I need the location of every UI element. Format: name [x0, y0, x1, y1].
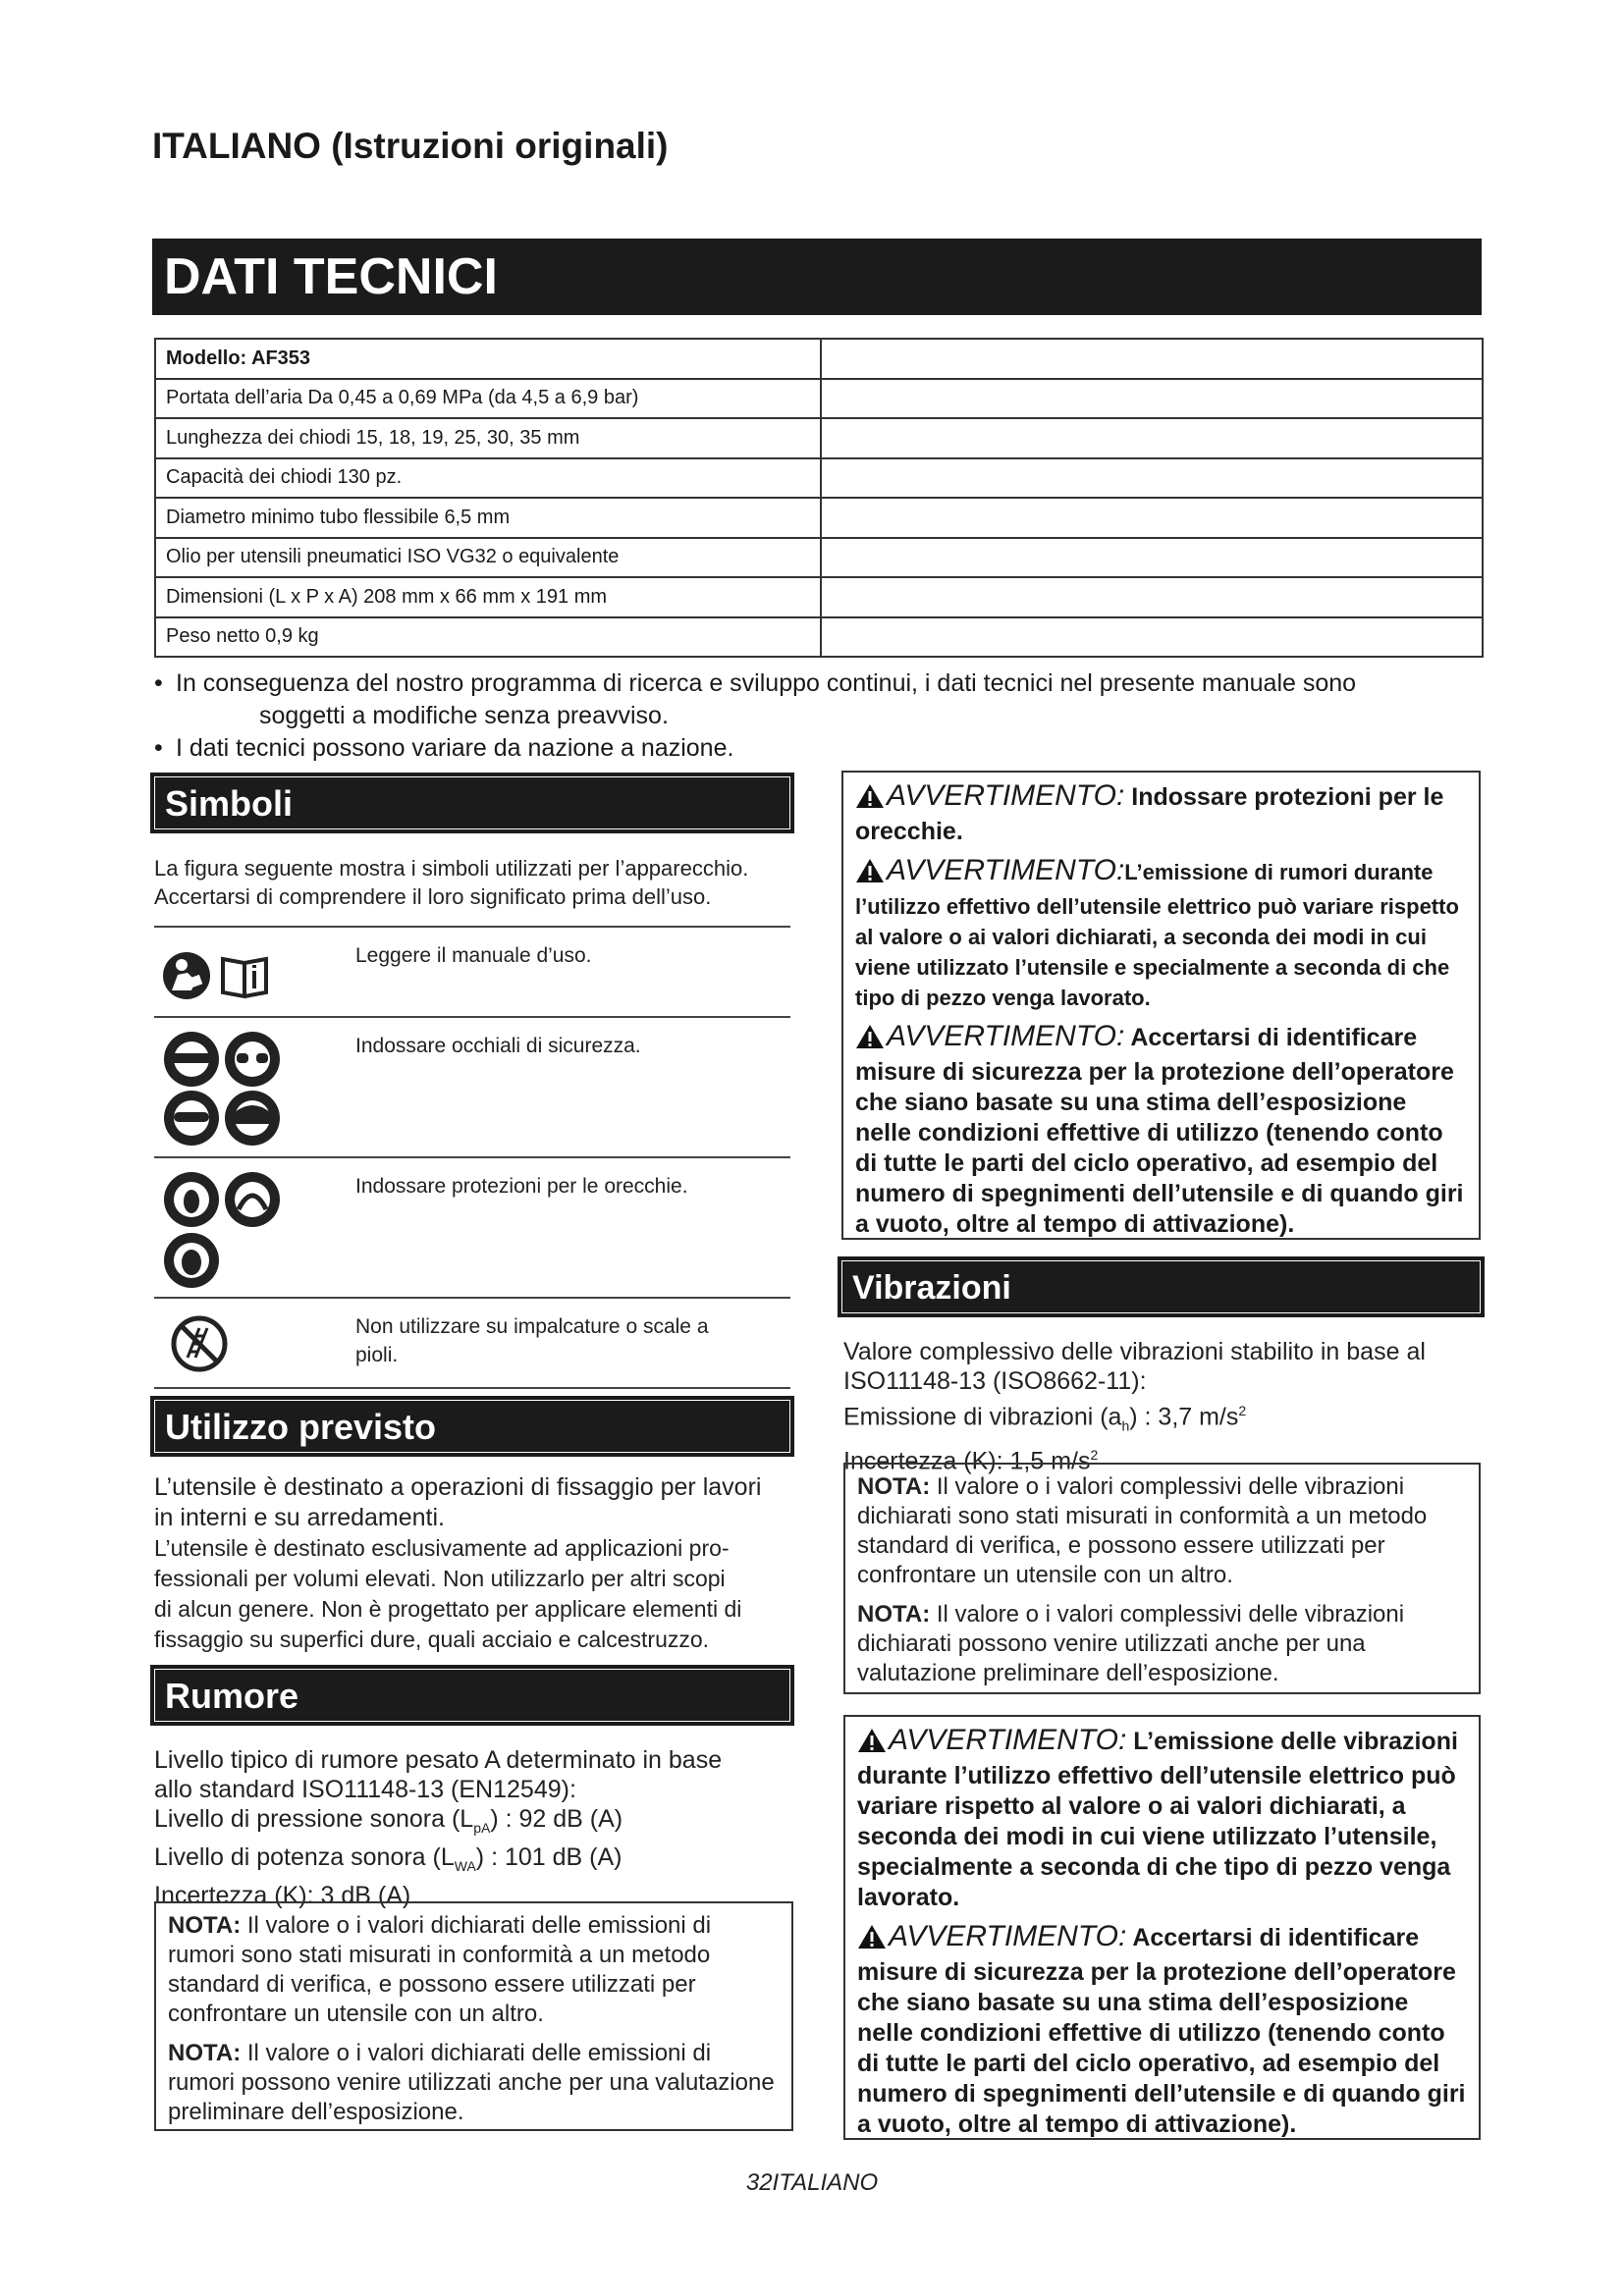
sound-power-line	[154, 1842, 802, 1881]
table-row	[155, 458, 1483, 499]
note-text: soggetti a modifiche senza preavviso.	[259, 702, 669, 729]
simboli-banner: Simboli	[154, 776, 790, 829]
text-line: allo standard ISO11148-13 (EN12549):	[154, 1776, 576, 1803]
warning-heading: AVVERTIMENTO:	[889, 1724, 1127, 1756]
spec-value-cell	[821, 458, 1483, 499]
text-line: ISO11148-13 (ISO8662-11):	[843, 1367, 1147, 1395]
nota-paragraph	[168, 1911, 780, 2029]
simboli-intro	[154, 854, 802, 911]
spec-hose-diameter: Diametro minimo tubo flessibile 6,5 mm	[155, 498, 821, 538]
ear-protection-icon	[162, 1170, 290, 1288]
spec-value-cell	[821, 577, 1483, 617]
spec-oil: Olio per utensili pneumatici ISO VG32 o equivalente	[155, 538, 821, 578]
note-text: I dati tecnici possono variare da nazione a nazione.	[176, 734, 734, 762]
warning-heading: AVVERTIMENTO:	[887, 854, 1125, 886]
vibrazioni-nota-box	[843, 1463, 1481, 1694]
subscript: pA	[473, 1820, 491, 1836]
nota-paragraph	[168, 2039, 780, 2127]
warning-heading: AVVERTIMENTO:	[887, 779, 1125, 812]
vibrazioni-text	[843, 1337, 1491, 1476]
warning-box-vibration	[843, 1715, 1481, 2140]
nota-text: Il valore o i valori dichiarati delle emissioni di rumori sono stati misurati in conformità a un metodo standard di verifica, e possono essere utilizzati per confrontare un utensile con un altro.	[168, 1912, 712, 2027]
text-line: in interni e su arredamenti.	[154, 1504, 445, 1531]
nota-paragraph	[857, 1472, 1467, 1590]
warning-paragraph	[855, 855, 1467, 1013]
spec-value-cell	[821, 538, 1483, 578]
spec-nail-capacity: Capacità dei chiodi 130 pz.	[155, 458, 821, 499]
nota-label: NOTA:	[857, 1473, 931, 1500]
spec-air-pressure: Portata dell’aria Da 0,45 a 0,69 MPa (da 4,5 a 6,9 bar)	[155, 379, 821, 419]
rumore-banner: Rumore	[154, 1669, 790, 1722]
spec-value-cell	[821, 379, 1483, 419]
nota-label: NOTA:	[168, 1912, 242, 1939]
warning-text: Accertarsi di identificare misure di sicurezza per la protezione dell’operatore che siano basate su una stima dell’esposizione nelle condizioni effettive di utilizzo (tenendo conto di tutte le parti del ciclo operativo, ad esempio del numero di spegnimenti dell’utensile e di quando giri a vuoto, oltre al tempo di attivazione).	[857, 1924, 1466, 2138]
symbol-row	[154, 1016, 790, 1156]
warning-text: L’emissione delle vibrazioni durante l’utilizzo effettivo dell’utensile elettrico può variare rispetto al valore o ai valori dichiarati, a seconda dei modi in cui viene utilizzato l’utensile, specialmente a seconda di che tipo di pezzo venga lavorato.	[857, 1728, 1458, 1911]
read-manual-icon	[162, 951, 309, 1000]
utilizzo-text	[154, 1472, 802, 1655]
spec-value-cell	[821, 339, 1483, 379]
table-row	[155, 538, 1483, 578]
simboli-intro-line: La figura seguente mostra i simboli utilizzati per l’apparecchio.	[154, 856, 749, 881]
nota-label: NOTA:	[857, 1601, 931, 1628]
specs-table	[154, 338, 1484, 658]
warning-paragraph	[855, 1021, 1467, 1240]
table-row	[155, 617, 1483, 658]
subscript: WA	[454, 1858, 476, 1874]
warning-icon	[857, 1728, 887, 1761]
rumore-text	[154, 1745, 802, 1910]
symbol-text: Indossare occhiali di sicurezza.	[355, 1035, 641, 1057]
warning-icon	[857, 1924, 887, 1957]
text-part: ) : 92 dB (A)	[490, 1805, 623, 1833]
warning-icon	[855, 1024, 885, 1057]
spec-nail-length: Lunghezza dei chiodi 15, 18, 19, 25, 30, 35 mm	[155, 418, 821, 458]
rumore-nota-box	[154, 1901, 793, 2131]
nota-label: NOTA:	[168, 2040, 242, 2066]
page-title: ITALIANO (Istruzioni originali)	[152, 126, 669, 166]
nota-paragraph	[857, 1600, 1467, 1688]
superscript: 2	[1238, 1403, 1247, 1418]
spec-weight: Peso netto 0,9 kg	[155, 617, 821, 658]
simboli-intro-line: Accertarsi di comprendere il loro significato prima dell’uso.	[154, 884, 712, 909]
text-line: Livello tipico di rumore pesato A determinato in base	[154, 1746, 723, 1774]
list-item	[154, 732, 1489, 765]
symbol-row	[154, 1156, 790, 1297]
table-row	[155, 379, 1483, 419]
warning-heading: AVVERTIMENTO:	[889, 1920, 1127, 1952]
no-ladder-icon	[170, 1314, 229, 1373]
superscript: 2	[1090, 1447, 1099, 1464]
nota-text: Il valore o i valori complessivi delle vibrazioni dichiarati sono stati misurati in conformità a un metodo standard di verifica, e possono essere utilizzati per confrontare un utensile con un altro.	[857, 1473, 1428, 1588]
warning-text: Accertarsi di identificare misure di sicurezza per la protezione dell’operatore che siano basate su una stima dell’esposizione nelle condizioni effettive di utilizzo (tenendo conto di tutte le parti del ciclo operativo, ad esempio del numero di spegnimenti dell’utensile e di quando giri a vuoto, oltre al tempo di attivazione).	[855, 1024, 1464, 1238]
text-part: Livello di pressione sonora (L	[154, 1805, 474, 1833]
symbol-row	[154, 1297, 790, 1389]
warning-box-noise	[841, 771, 1481, 1240]
spec-value-cell	[821, 418, 1483, 458]
spec-value-cell	[821, 498, 1483, 538]
table-row	[155, 498, 1483, 538]
text-line: di alcun genere. Non è progettato per applicare elementi di	[154, 1596, 742, 1622]
symbol-text: Non utilizzare su impalcature o scale a pioli.	[355, 1315, 709, 1366]
spec-model: Modello: AF353	[155, 339, 821, 379]
safety-glasses-icon	[162, 1030, 290, 1148]
text-line: L’utensile è destinato a operazioni di fissaggio per lavori	[154, 1473, 762, 1501]
warning-paragraph	[857, 1725, 1467, 1913]
table-row	[155, 339, 1483, 379]
symbol-text: Leggere il manuale d’uso.	[355, 944, 592, 967]
warning-text: L’emissione di rumori durante l’utilizzo effettivo dell’utensile elettrico può variare rispetto al valore o ai valori dichiarati, a seconda dei modi in cui viene utilizzato l’utensile e specialmente a seconda di che tipo di pezzo venga lavorato.	[855, 860, 1459, 1010]
nota-text: Il valore o i valori dichiarati delle emissioni di rumori possono venire utilizzati anche per una valutazione preliminare dell’esposizione.	[168, 2040, 775, 2125]
warning-icon	[855, 858, 885, 891]
text-line: fissaggio su superfici dure, quali acciaio e calcestruzzo.	[154, 1627, 710, 1652]
nota-text: Il valore o i valori complessivi delle vibrazioni dichiarati possono venire utilizzati anche per una valutazione preliminare dell’esposizione.	[857, 1601, 1405, 1686]
warning-paragraph	[855, 780, 1467, 847]
text-line: fessionali per volumi elevati. Non utilizzarlo per altri scopi	[154, 1566, 726, 1591]
text-part: Incertezza (K): 1,5 m/s	[843, 1447, 1091, 1475]
vibrazioni-banner: Vibrazioni	[841, 1260, 1481, 1313]
symbols-table	[154, 926, 790, 1389]
warning-paragraph	[857, 1921, 1467, 2140]
page-number: 32ITALIANO	[745, 2169, 879, 2196]
spec-dimensions: Dimensioni (L x P x A) 208 mm x 66 mm x 191 mm	[155, 577, 821, 617]
text-line: L’utensile è destinato esclusivamente ad applicazioni pro-	[154, 1535, 730, 1561]
table-row	[155, 577, 1483, 617]
specs-notes	[154, 667, 1489, 765]
specs-banner: DATI TECNICI	[152, 239, 1482, 315]
symbol-row	[154, 926, 790, 1016]
note-text: In conseguenza del nostro programma di ricerca e sviluppo continui, i dati tecnici nel presente manuale sono	[176, 669, 1357, 697]
vibration-emission-line	[843, 1396, 1491, 1440]
list-item	[154, 667, 1489, 732]
spec-value-cell	[821, 617, 1483, 658]
symbol-text: Indossare protezioni per le orecchie.	[355, 1175, 688, 1198]
text-part: ) : 101 dB (A)	[475, 1843, 623, 1871]
warning-icon	[855, 783, 885, 817]
text-line: Incertezza (K): 3 dB (A)	[154, 1882, 411, 1909]
text-part: Emissione di vibrazioni (a	[843, 1403, 1122, 1431]
text-part: ) : 3,7 m/s	[1129, 1403, 1239, 1431]
utilizzo-banner: Utilizzo previsto	[154, 1400, 790, 1453]
text-line: Valore complessivo delle vibrazioni stabilito in base al	[843, 1338, 1426, 1365]
sound-pressure-line	[154, 1804, 802, 1842]
warning-text: Indossare protezioni per le orecchie.	[855, 783, 1444, 845]
text-part: Livello di potenza sonora (L	[154, 1843, 455, 1871]
warning-heading: AVVERTIMENTO:	[887, 1020, 1125, 1052]
subscript: h	[1121, 1417, 1130, 1434]
table-row	[155, 418, 1483, 458]
